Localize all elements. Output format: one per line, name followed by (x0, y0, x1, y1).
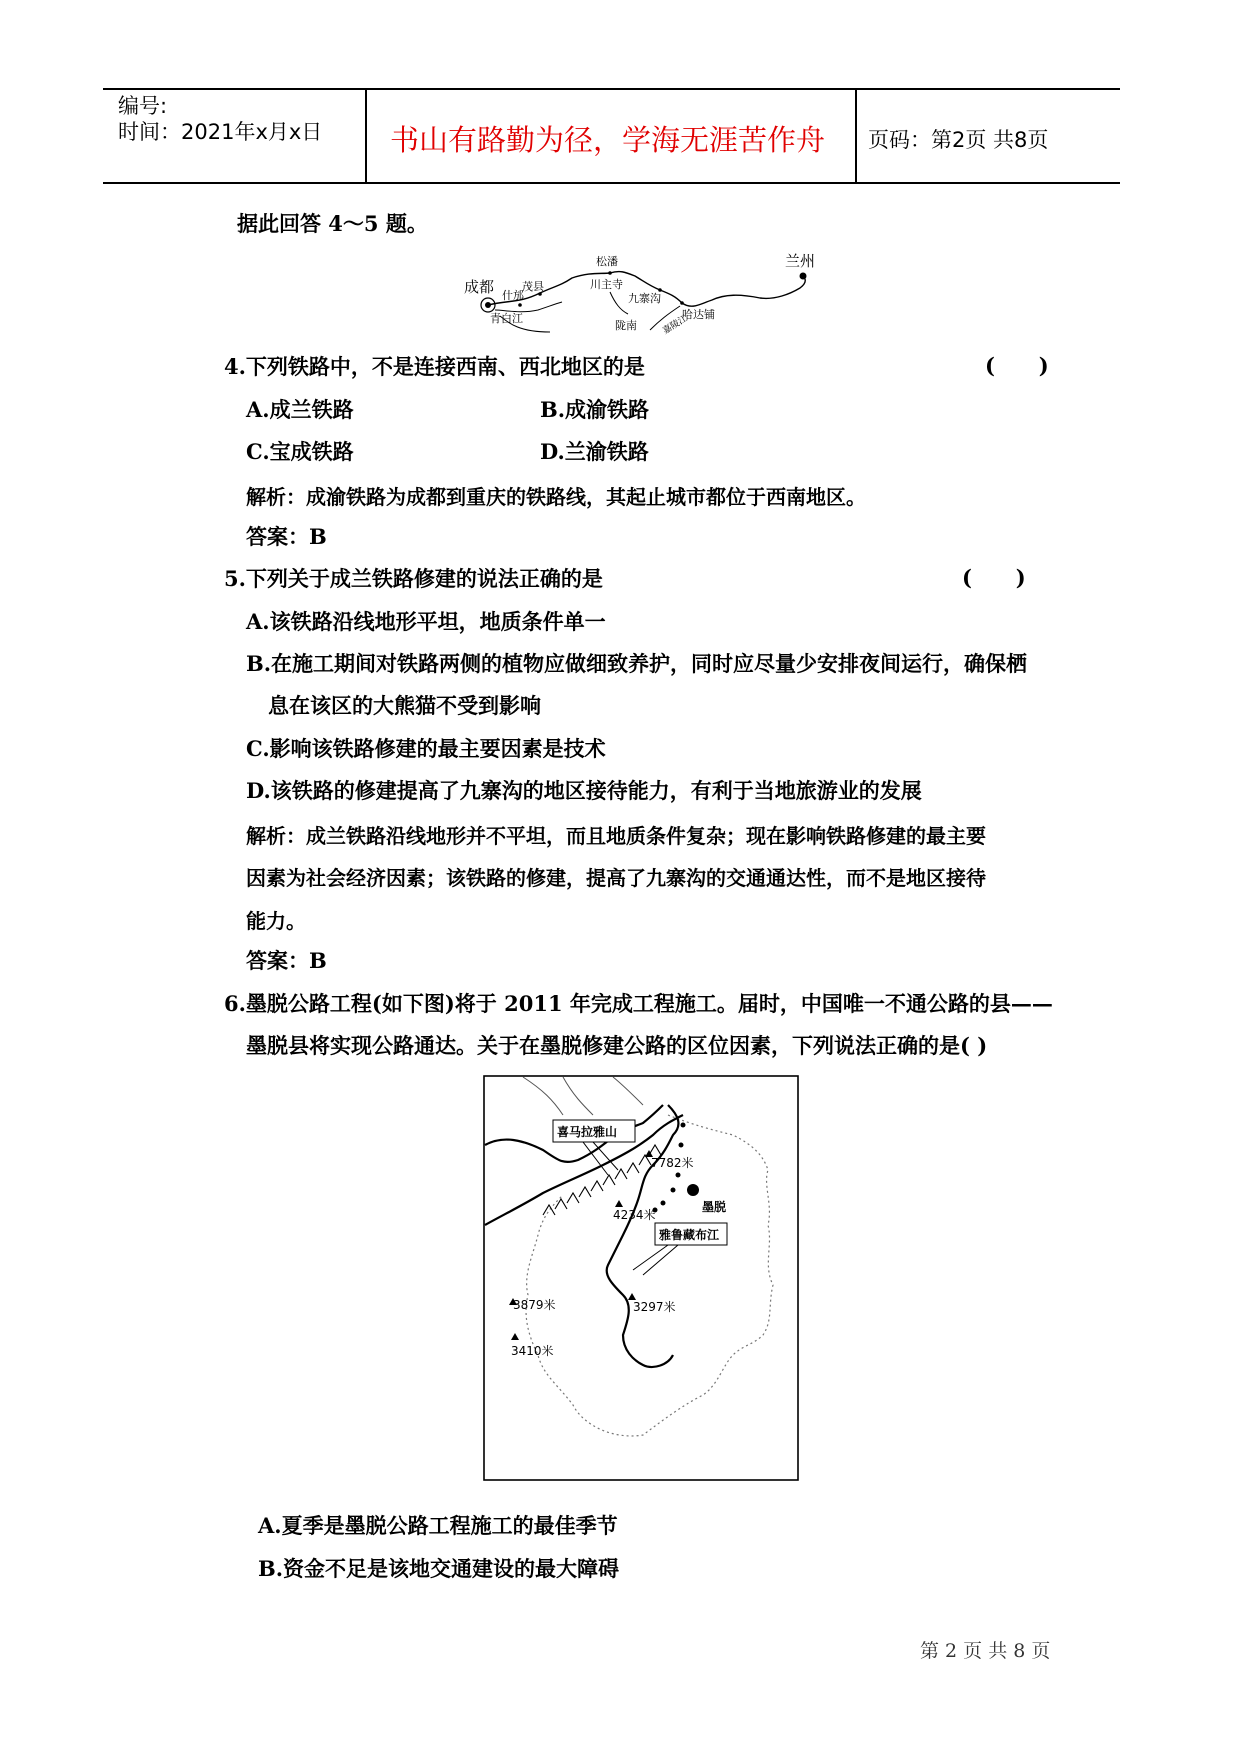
page-footer: 第 2 页 共 8 页 (920, 1640, 1051, 1662)
label-chengdu: 成都 (464, 278, 495, 296)
q5-option-b: B.在施工期间对铁路两侧的植物应做细致养护，同时应尽量少安排夜间运行，确保栖 (246, 651, 1028, 676)
label-3410: 3410米 (511, 1344, 554, 1358)
q4-option-d: D.兰渝铁路 (540, 439, 649, 464)
lanzhou-marker (800, 273, 807, 280)
label-3297: 3297米 (633, 1300, 676, 1314)
label-maoxian: 茂县 (522, 280, 544, 293)
header-number-label: 编号: (118, 94, 168, 118)
q5-option-c: C.影响该铁路修建的最主要因素是技术 (246, 736, 606, 761)
label-7782: 7782米 (651, 1156, 694, 1170)
label-jiuzhaigou: 九寨沟 (628, 292, 661, 305)
branch-line-2 (610, 292, 628, 314)
river-line (495, 302, 562, 312)
q5-answer: 答案：B (246, 948, 327, 973)
q4-answer-blank: ( ) (985, 353, 1049, 378)
map-frame (484, 1076, 798, 1480)
q5-option-d: D.该铁路的修建提高了九寨沟的地区接待能力，有利于当地旅游业的发展 (246, 778, 922, 803)
chengdu-marker (485, 302, 491, 308)
q5-answer-blank: ( ) (962, 565, 1026, 590)
header-date: 时间：2021年x月x日 (118, 120, 323, 144)
label-lanzhou: 兰州 (785, 252, 816, 270)
header-divider-left (365, 88, 367, 183)
q6-stem-line-1: 6.墨脱公路工程(如下图)将于 2011 年完成工程施工。届时，中国唯一不通公路的县—— (224, 991, 1053, 1016)
label-3879: 3879米 (513, 1298, 556, 1312)
q4-analysis: 解析：成渝铁路为成都到重庆的铁路线，其起止城市都位于西南地区。 (246, 485, 866, 509)
medog-map (483, 1075, 799, 1481)
q5-analysis-line-3: 能力。 (246, 909, 306, 933)
label-hadapu: 哈达铺 (682, 308, 715, 321)
q5-option-a: A.该铁路沿线地形平坦，地质条件单一 (246, 609, 606, 634)
q5-stem: 5.下列关于成兰铁路修建的说法正确的是 (224, 566, 603, 591)
q5-analysis-line-1: 解析：成兰铁路沿线地形并不平坦，而且地质条件复杂；现在影响铁路修建的最主要 (246, 824, 986, 848)
header-motto: 书山有路勤为径，学海无涯苦作舟 (390, 123, 826, 157)
medog-marker (687, 1184, 699, 1196)
intro-text: 据此回答 4～5 题。 (237, 211, 428, 236)
q5-analysis-line-2: 因素为社会经济因素；该铁路的修建，提高了九寨沟的交通通达性，而不是地区接待 (246, 866, 986, 890)
label-songpan: 松潘 (596, 255, 618, 268)
railway-map (460, 248, 830, 343)
q4-answer: 答案：B (246, 524, 327, 549)
q4-option-c: C.宝成铁路 (246, 439, 354, 464)
label-yarlung: 雅鲁藏布江 (659, 1228, 720, 1242)
header-top-rule (103, 88, 1120, 90)
label-chuanzhusi: 川主寺 (590, 278, 623, 291)
label-longnan: 陇南 (615, 319, 637, 332)
label-qingbaijiang: 青白江 (490, 312, 523, 325)
q6-stem-line-2: 墨脱县将实现公路通达。关于在墨脱修建公路的区位因素，下列说法正确的是( ) (246, 1033, 988, 1058)
label-medog: 墨脱 (702, 1200, 727, 1214)
label-himalaya: 喜马拉雅山 (557, 1125, 618, 1139)
q4-option-b: B.成渝铁路 (540, 397, 650, 422)
q6-option-b: B.资金不足是该地交通建设的最大障碍 (258, 1556, 620, 1581)
q4-option-a: A.成兰铁路 (246, 397, 354, 422)
label-4234: 4234米 (613, 1208, 656, 1222)
header-divider-right (855, 88, 857, 183)
q4-stem: 4.下列铁路中，不是连接西南、西北地区的是 (224, 354, 645, 379)
label-jialingjiang: 嘉陵江 (661, 313, 690, 337)
q5-option-b-cont: 息在该区的大熊猫不受到影响 (268, 693, 541, 718)
header-bottom-rule (103, 182, 1120, 184)
q6-option-a: A.夏季是墨脱公路工程施工的最佳季节 (258, 1513, 618, 1538)
header-page-info: 页码：第2页 共8页 (868, 128, 1049, 152)
label-shifang: 什邡 (502, 289, 524, 302)
